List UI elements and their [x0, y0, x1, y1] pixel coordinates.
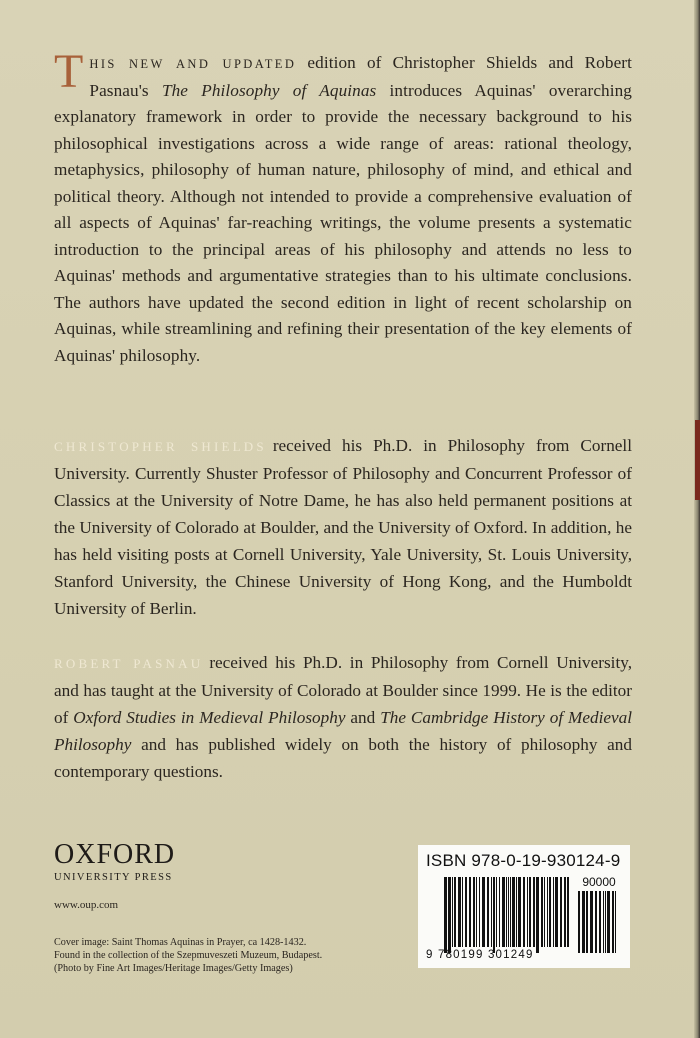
barcode-bar [452, 877, 453, 947]
barcode-bar [502, 877, 505, 947]
bio-pasnau-text-1: received his Ph.D. in Philosophy from Cornell University, and has taught at the University of Colorado at Boulder since 1999. He is the editor of [54, 653, 632, 727]
barcode-bar [516, 877, 517, 947]
barcode-bar [454, 877, 456, 947]
barcode-bar [549, 877, 551, 947]
barcode-bar [544, 877, 545, 947]
barcode-bar [564, 877, 566, 947]
barcode-bar [595, 891, 597, 953]
barcode-bar [560, 877, 562, 947]
spine-mark [695, 420, 700, 500]
cover-credit [54, 936, 414, 976]
barcode-bar [462, 877, 463, 947]
barcode-bar [496, 877, 497, 947]
barcode-bar [473, 877, 475, 947]
bio-pasnau-italic-1: Oxford Studies in Medieval Philosophy [73, 708, 346, 727]
barcode-bar [499, 877, 500, 947]
author-name-shields: CHRISTOPHER SHIELDS [54, 439, 267, 454]
publisher-logo [54, 840, 175, 883]
blurb-paragraph [54, 45, 633, 369]
blurb-lead-smallcaps: HIS NEW AND UPDATED [89, 57, 297, 71]
bio-pasnau-text-2: and [345, 708, 381, 727]
barcode-bar [482, 877, 485, 947]
barcode-bar [529, 877, 531, 947]
bio-pasnau-italic-2: The Cambridge History of Medieval Philosophy [54, 708, 632, 754]
barcode-bar [582, 891, 585, 953]
bio-pasnau-text-3: and has published widely on both the history of philosophy and contemporary questions. [54, 735, 632, 781]
barcode-bar [512, 877, 515, 947]
drop-cap: T [54, 45, 84, 98]
barcode-bar [567, 877, 569, 947]
publisher-name: OXFORD [54, 839, 176, 870]
barcode-bar [590, 891, 593, 953]
barcode-digits: 9 780199 301249 [426, 949, 534, 961]
publisher-website: www.oup.com [54, 899, 119, 911]
credit-line-1: Cover image: Saint Thomas Aquinas in Prayer, ca 1428-1432. [54, 937, 307, 948]
author-name-pasnau: ROBERT PASNAU [54, 656, 204, 671]
barcode-bar [444, 877, 447, 953]
barcode-bar [603, 891, 604, 953]
book-edge [694, 0, 700, 1038]
barcode-bar [586, 891, 588, 953]
barcode-bar [553, 877, 554, 947]
barcode-bar [510, 877, 511, 947]
barcode-bar [493, 877, 495, 953]
barcode-bar [476, 877, 477, 947]
barcode-bar [465, 877, 467, 947]
barcode-bar [578, 891, 580, 953]
blurb-text-1: edition of Christopher Shields and Robert Pasnau's [89, 53, 632, 100]
barcode-bar [487, 877, 489, 947]
barcode-addon-number: 90000 [582, 875, 616, 889]
barcode-addon [578, 891, 620, 953]
bio-pasnau [54, 649, 632, 785]
barcode-bar [541, 877, 543, 947]
barcode-label [418, 845, 630, 968]
barcode-bar [615, 891, 616, 953]
bio-shields-text: received his Ph.D. in Philosophy from Cornell University. Currently Shuster Professor of Philosophy and Concurrent Professor of Classics at the University of Notre Dame, he has also held permanent positions at the University of Colorado at Boulder, and the University of Oxford. In addition, he has held visiting posts at Cornell University, Yale University, St. Louis University, Stanford University, the Chinese University of Hong Kong, and the Humboldt University of Berlin. [54, 436, 632, 618]
barcode-bar [491, 877, 492, 947]
barcode-bar [533, 877, 535, 947]
barcode-bar [518, 877, 521, 947]
barcode-bar [607, 891, 610, 953]
barcode-bar [555, 877, 558, 947]
barcode-bar [523, 877, 525, 947]
publisher-subname: UNIVERSITY PRESS [54, 872, 173, 883]
barcode-bar [448, 877, 451, 953]
barcode-bar [605, 891, 606, 953]
barcode-bar [547, 877, 548, 947]
credit-line-2: Found in the collection of the Szepmuveszeti Muzeum, Budapest. [54, 950, 323, 962]
barcode-bar [527, 877, 528, 947]
barcode-bar [612, 891, 614, 953]
blurb-text-2: introduces Aquinas' overarching explanatory framework in order to provide the necessary background to his philosophical investigations across a wide range of areas: rational theology, metaphysics, philosophy of human nature, philosophy of mind, and ethical and political theory. Although not intended to provide a comprehensive evaluation of all aspects of Aquinas' far-reaching writings, the volume presents a systematic introduction to the principal areas of his philosophy and attends no less to Aquinas' methods and argumentative strategies than to his ultimate conclusions. The authors have updated the second edition in light of recent scholarship on Aquinas, while streamlining and refining their presentation of the key elements of Aquinas' philosophy. [54, 80, 633, 365]
book-title-italic: The Philosophy of Aquinas [161, 80, 377, 100]
barcode-main [444, 877, 570, 953]
barcode-bar [599, 891, 601, 953]
barcode-bar [506, 877, 507, 947]
barcode-bar [469, 877, 471, 947]
barcode-bar [536, 877, 539, 953]
bio-shields [54, 432, 632, 622]
barcode-area [426, 877, 622, 963]
barcode-bar [479, 877, 480, 947]
credit-line-3: (Photo by Fine Art Images/Heritage Images/Getty Images) [54, 963, 293, 975]
barcode-bar [458, 877, 461, 947]
isbn-text: ISBN 978-0-19-930124-9 [426, 851, 621, 870]
barcode-bar [508, 877, 509, 947]
